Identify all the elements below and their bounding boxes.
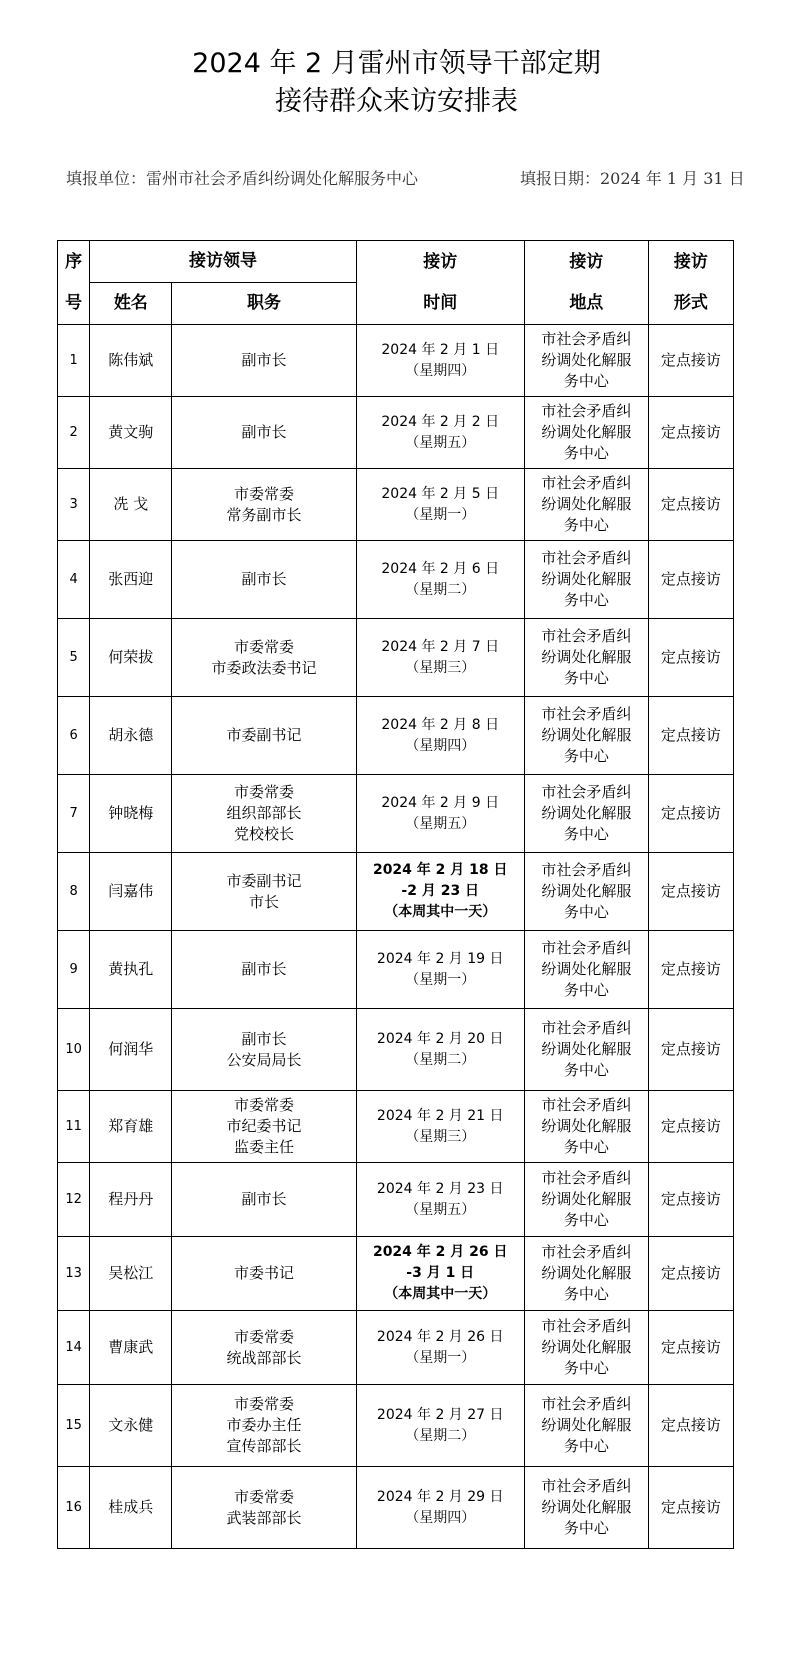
cell-form: 定点接访 — [648, 1311, 733, 1385]
cell-name: 吴松江 — [90, 1237, 172, 1311]
cell-name: 冼 戈 — [90, 469, 172, 541]
cell-position: 副市长 — [172, 931, 356, 1009]
cell-seq: 9 — [58, 931, 90, 1009]
table-row — [58, 775, 734, 853]
cell-time: 2024 年 2 月 2 日 （星期五） — [356, 397, 524, 469]
cell-time: 2024 年 2 月 19 日 （星期一） — [356, 931, 524, 1009]
cell-place: 市社会矛盾纠 纷调处化解服 务中心 — [524, 1467, 648, 1549]
cell-form: 定点接访 — [648, 1467, 733, 1549]
table-row — [58, 1467, 734, 1549]
header-seq: 序 号 — [58, 241, 90, 325]
cell-time: 2024 年 2 月 6 日 （星期二） — [356, 541, 524, 619]
header-form: 接访 形式 — [648, 241, 733, 325]
cell-name: 陈伟斌 — [90, 325, 172, 397]
cell-time: 2024 年 2 月 1 日 （星期四） — [356, 325, 524, 397]
cell-seq: 1 — [58, 325, 90, 397]
cell-form: 定点接访 — [648, 1237, 733, 1311]
cell-position: 副市长 — [172, 397, 356, 469]
cell-time: 2024 年 2 月 5 日 （星期一） — [356, 469, 524, 541]
cell-name: 桂成兵 — [90, 1467, 172, 1549]
cell-time: 2024 年 2 月 26 日 （星期一） — [356, 1311, 524, 1385]
cell-form: 定点接访 — [648, 1385, 733, 1467]
header-place: 接访 地点 — [524, 241, 648, 325]
cell-position: 副市长 — [172, 1163, 356, 1237]
page-title-line1: 2024 年 2 月雷州市领导干部定期 — [192, 48, 601, 79]
cell-place: 市社会矛盾纠 纷调处化解服 务中心 — [524, 1163, 648, 1237]
cell-name: 闫嘉伟 — [90, 853, 172, 931]
table-row — [58, 1163, 734, 1237]
cell-form: 定点接访 — [648, 325, 733, 397]
cell-position: 市委常委 市委办主任 宣传部部长 — [172, 1385, 356, 1467]
table-row — [58, 541, 734, 619]
schedule-table — [57, 240, 734, 1549]
cell-seq: 10 — [58, 1009, 90, 1091]
cell-seq: 13 — [58, 1237, 90, 1311]
page-title-line2: 接待群众来访安排表 — [275, 86, 518, 117]
cell-place: 市社会矛盾纠 纷调处化解服 务中心 — [524, 469, 648, 541]
cell-position: 市委副书记 — [172, 697, 356, 775]
cell-place: 市社会矛盾纠 纷调处化解服 务中心 — [524, 325, 648, 397]
cell-name: 曹康武 — [90, 1311, 172, 1385]
cell-seq: 4 — [58, 541, 90, 619]
cell-place: 市社会矛盾纠 纷调处化解服 务中心 — [524, 619, 648, 697]
cell-place: 市社会矛盾纠 纷调处化解服 务中心 — [524, 1311, 648, 1385]
cell-time: 2024 年 2 月 29 日 （星期四） — [356, 1467, 524, 1549]
cell-position: 市委常委 常务副市长 — [172, 469, 356, 541]
cell-seq: 14 — [58, 1311, 90, 1385]
cell-place: 市社会矛盾纠 纷调处化解服 务中心 — [524, 931, 648, 1009]
cell-name: 郑育雄 — [90, 1091, 172, 1163]
cell-time: 2024 年 2 月 9 日 （星期五） — [356, 775, 524, 853]
cell-position: 副市长 — [172, 541, 356, 619]
table-row — [58, 397, 734, 469]
cell-place: 市社会矛盾纠 纷调处化解服 务中心 — [524, 1385, 648, 1467]
reporting-unit: 填报单位：雷州市社会矛盾纠纷调处化解服务中心 — [66, 169, 419, 188]
table-row — [58, 1091, 734, 1163]
cell-name: 钟晓梅 — [90, 775, 172, 853]
cell-place: 市社会矛盾纠 纷调处化解服 务中心 — [524, 541, 648, 619]
cell-name: 程丹丹 — [90, 1163, 172, 1237]
cell-time: 2024 年 2 月 21 日 （星期三） — [356, 1091, 524, 1163]
cell-form: 定点接访 — [648, 931, 733, 1009]
cell-place: 市社会矛盾纠 纷调处化解服 务中心 — [524, 853, 648, 931]
table-row — [58, 469, 734, 541]
cell-position: 市委常委 武装部部长 — [172, 1467, 356, 1549]
cell-name: 何荣拔 — [90, 619, 172, 697]
table-row — [58, 1237, 734, 1311]
cell-name: 何润华 — [90, 1009, 172, 1091]
cell-place: 市社会矛盾纠 纷调处化解服 务中心 — [524, 397, 648, 469]
cell-position: 市委书记 — [172, 1237, 356, 1311]
cell-seq: 2 — [58, 397, 90, 469]
cell-place: 市社会矛盾纠 纷调处化解服 务中心 — [524, 1237, 648, 1311]
cell-form: 定点接访 — [648, 397, 733, 469]
cell-name: 黄文驹 — [90, 397, 172, 469]
cell-name: 张西迎 — [90, 541, 172, 619]
cell-form: 定点接访 — [648, 541, 733, 619]
cell-position: 市委常委 市委政法委书记 — [172, 619, 356, 697]
cell-seq: 5 — [58, 619, 90, 697]
cell-time: 2024 年 2 月 8 日 （星期四） — [356, 697, 524, 775]
table-row — [58, 1009, 734, 1091]
cell-time: 2024 年 2 月 7 日 （星期三） — [356, 619, 524, 697]
cell-form: 定点接访 — [648, 619, 733, 697]
cell-place: 市社会矛盾纠 纷调处化解服 务中心 — [524, 1091, 648, 1163]
cell-form: 定点接访 — [648, 775, 733, 853]
cell-place: 市社会矛盾纠 纷调处化解服 务中心 — [524, 697, 648, 775]
cell-time: 2024 年 2 月 27 日 （星期二） — [356, 1385, 524, 1467]
table-row — [58, 931, 734, 1009]
table-row — [58, 1311, 734, 1385]
cell-position: 市委常委 统战部部长 — [172, 1311, 356, 1385]
table-row — [58, 1385, 734, 1467]
header-time: 接访 时间 — [356, 241, 524, 325]
cell-time: 2024 年 2 月 18 日 -2 月 23 日 （本周其中一天） — [356, 853, 524, 931]
cell-time: 2024 年 2 月 26 日 -3 月 1 日 （本周其中一天） — [356, 1237, 524, 1311]
cell-form: 定点接访 — [648, 1163, 733, 1237]
cell-seq: 8 — [58, 853, 90, 931]
table-row — [58, 697, 734, 775]
cell-name: 胡永德 — [90, 697, 172, 775]
table-row — [58, 853, 734, 931]
cell-seq: 3 — [58, 469, 90, 541]
cell-form: 定点接访 — [648, 1091, 733, 1163]
cell-seq: 12 — [58, 1163, 90, 1237]
header-name: 姓名 — [90, 283, 172, 325]
cell-position: 副市长 公安局局长 — [172, 1009, 356, 1091]
header-position: 职务 — [172, 283, 356, 325]
cell-seq: 15 — [58, 1385, 90, 1467]
table-row — [58, 325, 734, 397]
cell-place: 市社会矛盾纠 纷调处化解服 务中心 — [524, 1009, 648, 1091]
cell-time: 2024 年 2 月 23 日 （星期五） — [356, 1163, 524, 1237]
cell-form: 定点接访 — [648, 697, 733, 775]
cell-position: 市委常委 组织部部长 党校校长 — [172, 775, 356, 853]
cell-form: 定点接访 — [648, 853, 733, 931]
cell-form: 定点接访 — [648, 1009, 733, 1091]
cell-position: 市委常委 市纪委书记 监委主任 — [172, 1091, 356, 1163]
table-row — [58, 619, 734, 697]
reporting-date: 填报日期：2024 年 1 月 31 日 — [520, 169, 745, 188]
cell-seq: 16 — [58, 1467, 90, 1549]
header-leader: 接访领导 — [90, 241, 356, 283]
cell-position: 市委副书记 市长 — [172, 853, 356, 931]
cell-name: 黄执孔 — [90, 931, 172, 1009]
cell-seq: 7 — [58, 775, 90, 853]
cell-place: 市社会矛盾纠 纷调处化解服 务中心 — [524, 775, 648, 853]
cell-position: 副市长 — [172, 325, 356, 397]
cell-seq: 6 — [58, 697, 90, 775]
cell-form: 定点接访 — [648, 469, 733, 541]
cell-time: 2024 年 2 月 20 日 （星期二） — [356, 1009, 524, 1091]
cell-name: 文永健 — [90, 1385, 172, 1467]
cell-seq: 11 — [58, 1091, 90, 1163]
